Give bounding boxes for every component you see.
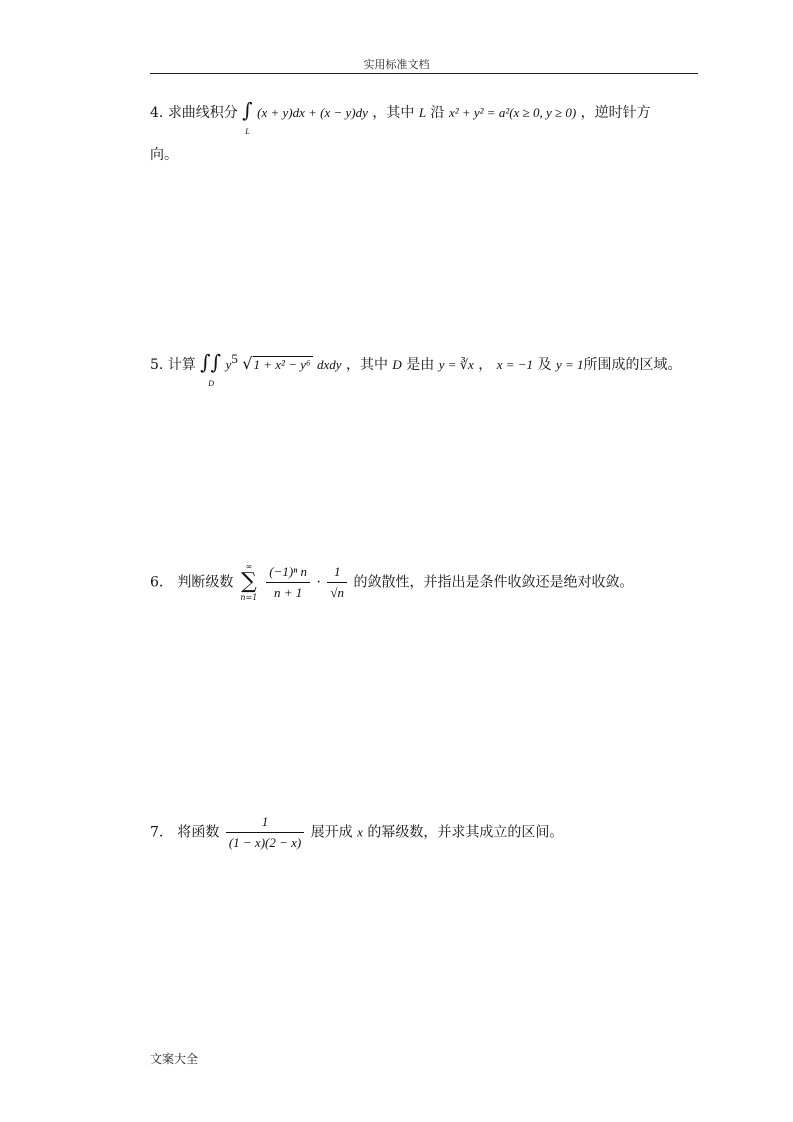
- q5-and: 及: [537, 357, 552, 373]
- q4-number: 4.: [150, 105, 164, 121]
- q4-mid: ，其中: [372, 105, 415, 121]
- q6-sum-top: ∞: [245, 561, 253, 571]
- question-7: [150, 812, 563, 853]
- q5-curve1: y = ∛x: [438, 357, 474, 372]
- page-footer-text: 文案大全: [150, 1052, 199, 1066]
- q7-frac-num: 1: [226, 812, 304, 833]
- q5-var-D: D: [392, 357, 402, 372]
- q6-tail: 的敛散性，并指出是条件收敛还是绝对收敛。: [353, 574, 634, 591]
- question-4: [150, 98, 651, 136]
- q4-integral: [242, 98, 253, 136]
- q7-lead: 将函数: [177, 824, 220, 841]
- q7-tail: 的幂级数，并求其成立的区间。: [367, 824, 564, 841]
- q5-sqrt-body: 1 + x² − y⁶: [253, 357, 311, 372]
- header-rule: [150, 73, 698, 74]
- q5-dxdy: dxdy: [316, 357, 342, 372]
- q5-curve2: x = −1: [496, 357, 534, 372]
- q6-frac2-den: √n: [330, 585, 345, 600]
- q5-lead: 计算: [167, 357, 196, 373]
- q7-fraction: [226, 812, 304, 853]
- q4-integrand: (x + y)dx + (x − y)dy: [257, 105, 368, 120]
- q5-curve3: y = 1: [555, 357, 584, 372]
- q5-comma: ，: [478, 357, 493, 373]
- q6-frac1-num: (−1)ⁿ n: [266, 562, 310, 583]
- q4-var-L: L: [418, 105, 427, 120]
- q5-is-by: 是由: [406, 357, 435, 373]
- q4-tail: ，逆时针方: [580, 105, 651, 121]
- q7-mid: 展开成: [310, 824, 353, 841]
- q4-integral-sub: L: [245, 127, 250, 136]
- q5-y: y: [225, 357, 232, 372]
- q4-curve: x² + y² = a²(x ≥ 0, y ≥ 0): [448, 105, 577, 120]
- double-integral-sign-icon: ∫∫: [200, 350, 222, 374]
- q4-lead: 求曲线积分: [167, 105, 238, 121]
- sigma-icon: ∑: [240, 568, 257, 594]
- q4-continuation: 向。: [150, 147, 178, 163]
- q5-mid: ，其中: [345, 357, 388, 373]
- q6-fraction-2: [327, 562, 347, 603]
- q6-fraction-1: [266, 562, 310, 603]
- sqrt-icon: √: [242, 354, 253, 373]
- page-header-title: 实用标准文档: [363, 58, 430, 71]
- q5-y-exp: 5: [231, 351, 238, 366]
- q6-frac2-num: 1: [327, 562, 347, 583]
- question-5: [150, 350, 682, 388]
- q7-frac-den: (1 − x)(2 − x): [228, 835, 302, 850]
- q5-number: 5.: [150, 357, 164, 373]
- q7-number: 7．: [150, 824, 173, 841]
- integral-sign-icon: ∫: [242, 98, 253, 122]
- q4-along: 沿: [430, 105, 445, 121]
- q5-double-integral: [200, 350, 222, 388]
- q5-tail: 所围成的区域。: [583, 357, 682, 373]
- q7-var-x: x: [357, 824, 363, 840]
- q6-summation: [238, 563, 260, 603]
- q6-number: 6．: [150, 574, 173, 591]
- q6-sum-bottom: n=1: [240, 592, 258, 602]
- question-6: [150, 562, 634, 603]
- q6-lead: 判断级数: [177, 574, 234, 591]
- q6-dot: ·: [316, 574, 321, 591]
- q6-frac1-den: n + 1: [274, 585, 303, 600]
- q5-integral-sub: D: [208, 379, 215, 388]
